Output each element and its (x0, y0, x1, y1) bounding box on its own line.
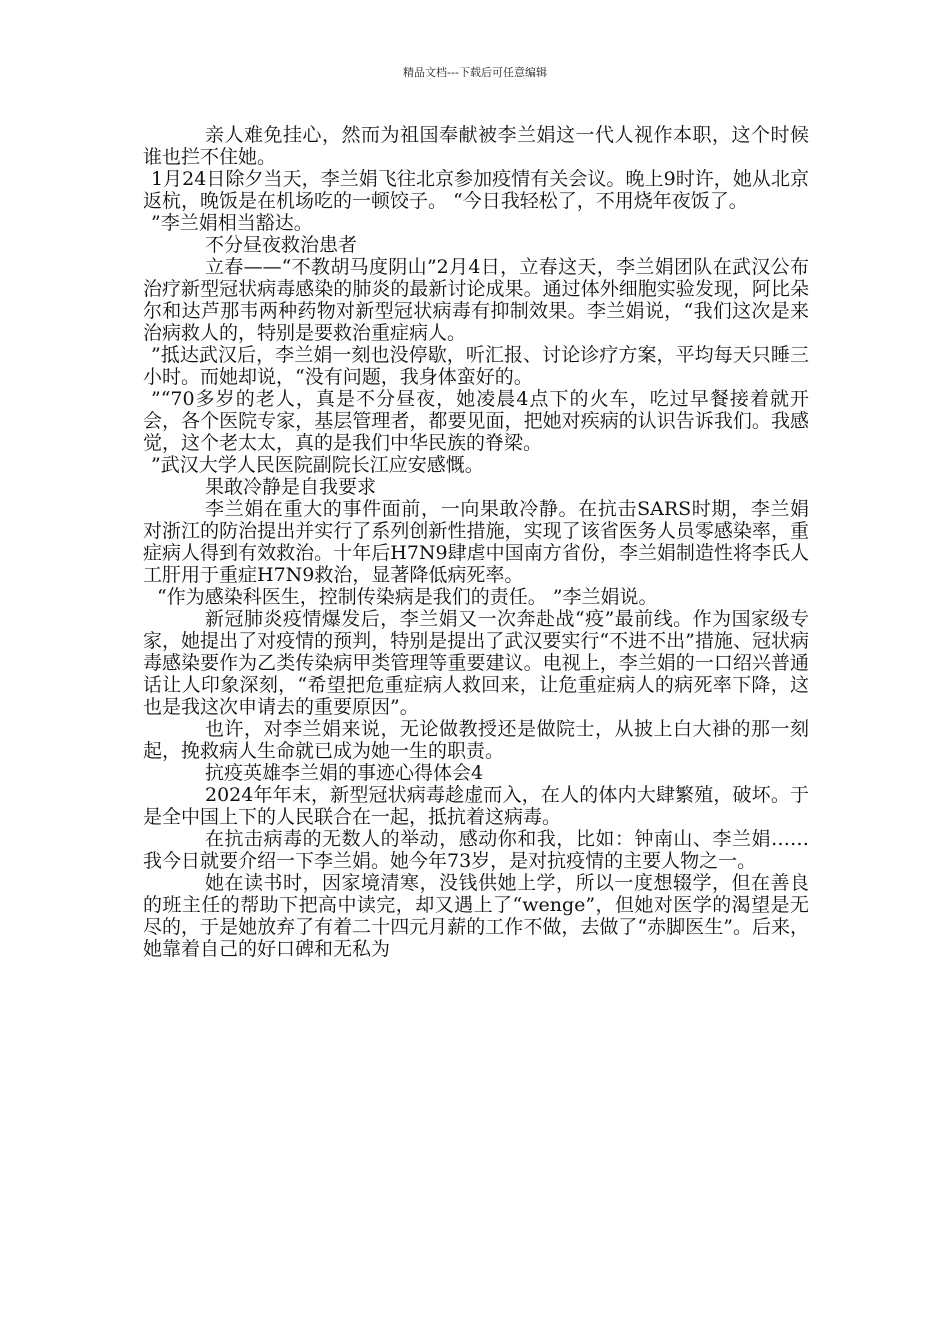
page-header: 精品文档---下载后可任意编辑 (403, 66, 547, 79)
section-heading: 抗疫英雄李兰娟的事迹心得体会4 (205, 762, 484, 784)
paragraph: ”“70多岁的老人，真是不分昼夜，她凌晨4点下的火车，吃过早餐接着就开会，各个医院专家，基层管理者，都要见面，把她对疾病的认识告诉我们。我感觉，这个老太太，真的是我们中华民族的脊梁。 (143, 388, 809, 454)
section-heading: 不分昼夜救治患者 (205, 234, 358, 256)
paragraph: 在抗击病毒的无数人的举动，感动你和我，比如：钟南山、李兰娟……我今日就要介绍一下李兰娟。她今年73岁，是对抗疫情的主要人物之一。 (143, 828, 809, 872)
paragraph: 也许，对李兰娟来说，无论做教授还是做院士，从披上白大褂的那一刻起，挽救病人生命就已成为她一生的职责。 (143, 718, 809, 762)
paragraph: 2024年年末，新型冠状病毒趁虚而入，在人的体内大肆繁殖，破坏。于是全中国上下的人民联合在一起，抵抗着这病毒。 (143, 784, 809, 828)
paragraph: 她在读书时，因家境清寒，没钱供她上学，所以一度想辍学，但在善良的班主任的帮助下把高中读完，却又遇上了“wenge”，但她对医学的渴望是无尽的，于是她放弃了有着二十四元月薪的工作不做，去做了“赤脚医生”。后来，她靠着自己的好口碑和无私为 (143, 872, 809, 960)
paragraph: 立春——“不教胡马度阴山”2月4日，立春这天，李兰娟团队在武汉公布治疗新型冠状病毒感染的肺炎的最新讨论成果。通过体外细胞实验发现，阿比朵尔和达芦那韦两种药物对新型冠状病毒有抑制效果。李兰娟说，“我们这次是来治病救人的，特别是要救治重症病人。 (143, 256, 809, 344)
paragraph: 1月24日除夕当天，李兰娟飞往北京参加疫情有关会议。晚上9时许，她从北京返杭，晚饭是在机场吃的一顿饺子。 “今日我轻松了，不用烧年夜饭了。 (143, 168, 809, 212)
paragraph: 新冠肺炎疫情爆发后，李兰娟又一次奔赴战“疫”最前线。作为国家级专家，她提出了对疫情的预判，特别是提出了武汉要实行“不进不出”措施、冠状病毒感染要作为乙类传染病甲类管理等重要建议。电视上，李兰娟的一口绍兴普通话让人印象深刻，“希望把危重症病人救回来，让危重症病人的病死率下降，这也是我这次申请去的重要原因”。 (143, 608, 809, 718)
document-body (143, 124, 809, 960)
paragraph: 亲人难免挂心，然而为祖国奉献被李兰娟这一代人视作本职，这个时候谁也拦不住她。 (143, 124, 809, 168)
paragraph: 李兰娟在重大的事件面前，一向果敢冷静。在抗击SARS时期，李兰娟对浙江的防治提出并实行了系列创新性措施，实现了该省医务人员零感染率，重症病人得到有效救治。十年后H7N9肆虐中国南方省份，李兰娟制造性将李氏人工肝用于重症H7N9救治，显著降低病死率。 (143, 498, 809, 586)
section-heading: 果敢冷静是自我要求 (205, 476, 377, 498)
paragraph: ”武汉大学人民医院副院长江应安感慨。 (151, 454, 484, 476)
paragraph: ”抵达武汉后，李兰娟一刻也没停歇，听汇报、讨论诊疗方案，平均每天只睡三小时。而她却说，“没有问题，我身体蛮好的。 (143, 344, 809, 388)
paragraph: “作为感染科医生，控制传染病是我们的责任。 ”李兰娟说。 (157, 586, 658, 608)
paragraph: ”李兰娟相当豁达。 (151, 212, 313, 234)
